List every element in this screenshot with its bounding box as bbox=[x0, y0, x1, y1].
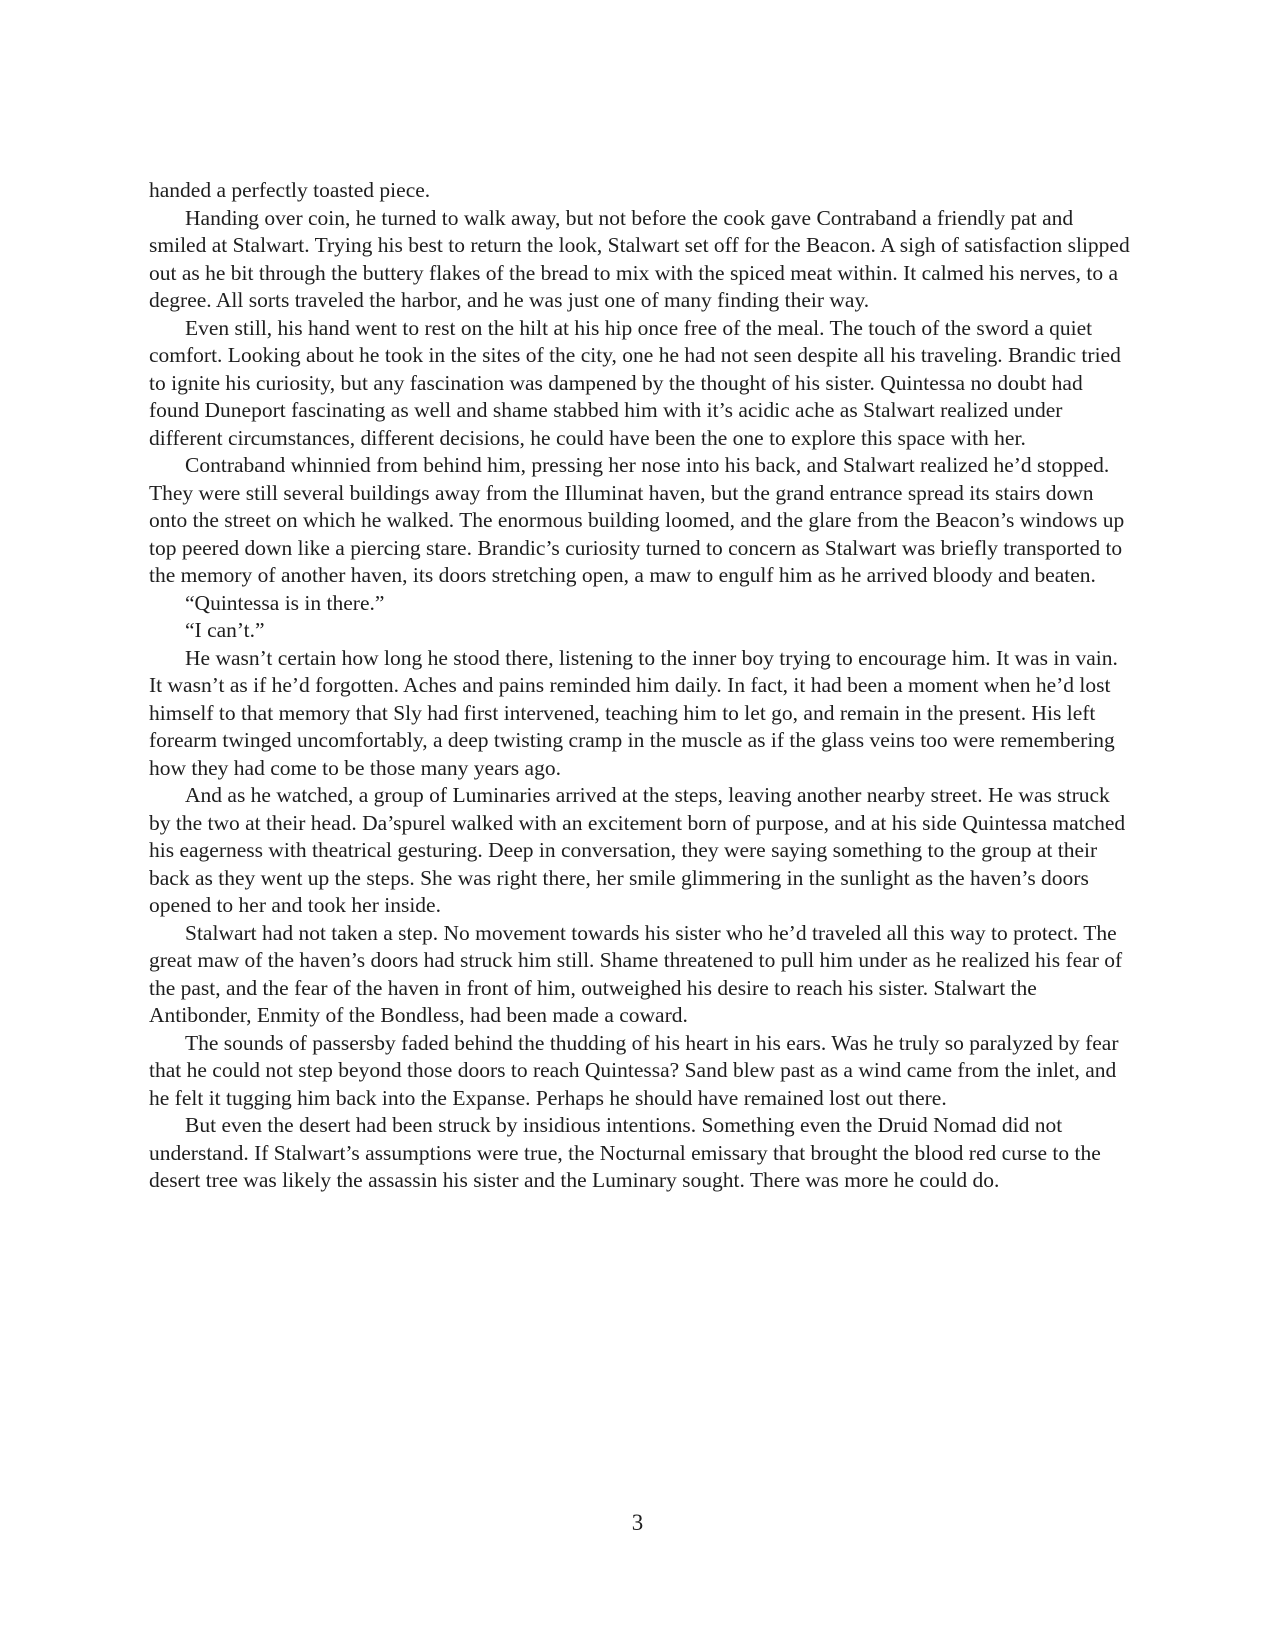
paragraph: Contraband whinnied from behind him, pressing her nose into his back, and Stalwart realized he’d stopped. They were still several buildings away from the Illuminat haven, but the grand entrance spread its stairs down onto the street on which he walked. The enormous building loomed, and the glare from the Beacon’s windows up top peered down like a piercing stare. Brandic’s curiosity turned to concern as Stalwart was briefly transported to the memory of another haven, its doors stretching open, a maw to engulf him as he arrived bloody and beaten. bbox=[149, 453, 1125, 587]
paragraph: And as he watched, a group of Luminaries arrived at the steps, leaving another nearby street. He was struck by the two at their head. Da’spurel walked with an excitement born of purpose, and at his side Quintessa matched his eagerness with theatrical gesturing. Deep in conversation, they were saying something to the group at their back as they went up the steps. She was right there, her smile glimmering in the sunlight as the haven’s doors opened to her and took her inside. bbox=[149, 783, 1126, 917]
paragraph: But even the desert had been struck by insidious intentions. Something even the Druid Nomad did not understand. If Stalwart’s assumptions were true, the Nocturnal emissary that brought the blood red curse to the desert tree was likely the assassin his sister and the Luminary sought. There was more he could do. bbox=[149, 1113, 1101, 1192]
paragraph: Stalwart had not taken a step. No movement towards his sister who he’d traveled all this way to protect. The great maw of the haven’s doors had struck him still. Shame threatened to pull him under as he realized his fear of the past, and the fear of the haven in front of him, outweighed his desire to reach his sister. Stalwart the Antibonder, Enmity of the Bondless, had been made a coward. bbox=[149, 920, 1123, 1027]
paragraph: Even still, his hand went to rest on the hilt at his hip once free of the meal. The touch of the sword a quiet comfort. Looking about he took in the sites of the city, one he had not seen despite all his traveling. Brandic tried to ignite his curiosity, but any fascination was dampened by the thought of his sister. Quintessa no doubt had found Duneport fascinating as well and shame stabbed him with it’s acidic ache as Stalwart realized under different circumstances, different decisions, he could have been the one to explore this space with her. bbox=[149, 315, 1121, 450]
paragraph: He wasn’t certain how long he stood there, listening to the inner boy trying to encourage him. It was in vain. It wasn’t as if he’d forgotten. Aches and pains reminded him daily. In fact, it had been a moment when he’d lost himself to that memory that Sly had first intervened, teaching him to let go, and remain in the present. His left forearm twinged uncomfortably, a deep twisting cramp in the muscle as if the glass veins too were remembering how they had come to be those many years ago. bbox=[149, 645, 1118, 780]
paragraph: handed a perfectly toasted piece. bbox=[149, 178, 431, 202]
body-text bbox=[149, 177, 1134, 1195]
paragraph: Handing over coin, he turned to walk away, but not before the cook gave Contraband a friendly pat and smiled at Stalwart. Trying his best to return the look, Stalwart set off for the Beacon. A sigh of satisfaction slipped out as he bit through the buttery flakes of the bread to mix with the spiced meat within. It calmed his nerves, to a degree. All sorts traveled the harbor, and he was just one of many finding their way. bbox=[149, 205, 1130, 312]
dialogue-line: “I can’t.” bbox=[185, 618, 265, 642]
dialogue-line: “Quintessa is in there.” bbox=[185, 590, 385, 615]
paragraph: The sounds of passersby faded behind the thudding of his heart in his ears. Was he truly so paralyzed by fear that he could not step beyond those doors to reach Quintessa? Sand blew past as a wind came from the inlet, and he felt it tugging him back into the Expanse. Perhaps he should have remained lost out there. bbox=[149, 1030, 1119, 1110]
page-number: 3 bbox=[631, 1510, 644, 1535]
